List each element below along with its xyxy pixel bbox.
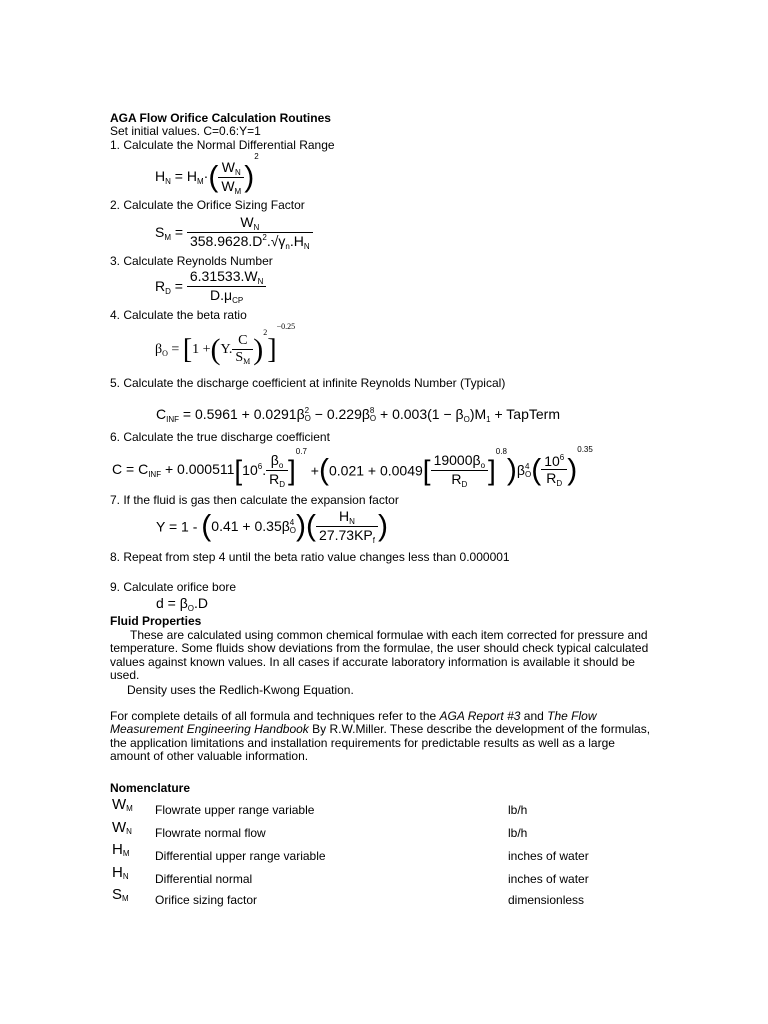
step-7: 7. If the fluid is gas then calculate the expansion factor	[110, 493, 399, 507]
nomenclature-symbol: $H_N$	[112, 864, 129, 881]
references-paragraph: For complete details of all formula and techniques refer to the AGA Report #3 and The Flow Measurement Engineering Handbook By R.W.Miller. These describe the development of the formulas, the application limitations and installation requirements for predictable results as well as a large amount of other valuable information.	[110, 709, 651, 764]
equation-beta-ratio: $\beta_O = [1 +(Y$. $\frac{C}{S_M}$ )$^2$]$^{-0.25}$	[155, 322, 296, 367]
equation-expansion-factor: Y = 1 - (0.41 + 0.35β 4 O )( $\frac{H_N}{27.73KP_f}$ )	[156, 508, 388, 545]
nomenclature-symbol: $H_M$	[112, 841, 130, 858]
nomenclature-description: Flowrate upper range variable	[155, 803, 315, 817]
nomenclature-description: Flowrate normal flow	[155, 826, 266, 840]
initial-values: Set initial values. C=0.6:Y=1	[110, 124, 261, 138]
fluid-properties-paragraph: These are calculated using common chemical formulae with each item corrected for pressure and temperature. Some fluids show deviations from the formulae, the user should check typical calculated values against known values. In all cases if accurate laboratory information is available it should be used.	[110, 628, 649, 683]
equation-true-discharge: $C = C_{INF} + 0.000511[10^6$. $\frac{\beta_o}{R_D}$ ]$^{0.7}$ +(0.021 + 0.0049[ $\frac{19000\beta_o}{R_D}$ ]$^{0.8}$)β 4 O ( $\frac{10^6}{R_D}$ )$^{0.35}$	[112, 445, 593, 489]
nomenclature-unit: lb/h	[508, 826, 528, 840]
document-title: AGA Flow Orifice Calculation Routines	[110, 111, 331, 125]
step-8: 8. Repeat from step 4 until the beta ratio value changes less than 0.000001	[110, 550, 510, 564]
equation-sizing-factor: $S_M$ = $\frac{W_N}{358.9628.D^2.√\gamma_n.H_N}$	[155, 214, 313, 251]
step-2: 2. Calculate the Orifice Sizing Factor	[110, 198, 305, 212]
nomenclature-unit: dimensionless	[508, 893, 585, 907]
step-4: 4. Calculate the beta ratio	[110, 308, 247, 322]
nomenclature-unit: inches of water	[508, 872, 589, 886]
nomenclature-unit: lb/h	[508, 803, 528, 817]
nomenclature-unit: inches of water	[508, 849, 589, 863]
step-3: 3. Calculate Reynolds Number	[110, 254, 273, 268]
nomenclature-symbol: $S_M$	[112, 886, 129, 903]
step-5: 5. Calculate the discharge coefficient at infinite Reynolds Number (Typical)	[110, 376, 506, 390]
fluid-properties-heading: Fluid Properties	[110, 614, 202, 628]
equation-orifice-bore: $d = \beta_O.D$	[156, 595, 209, 613]
nomenclature-symbol: $W_M$	[112, 796, 133, 813]
nomenclature-heading: Nomenclature	[110, 781, 191, 795]
step-1: 1. Calculate the Normal Differential Range	[110, 138, 335, 152]
nomenclature-description: Orifice sizing factor	[155, 893, 258, 907]
step-6: 6. Calculate the true discharge coefficient	[110, 430, 330, 444]
equation-discharge-infinite: $C_{INF} = 0.5961 + 0.0291\beta$ 2 O − 0.229β 8 O + $0.003(1 - \beta_O)M_1$ + TapTerm	[156, 406, 560, 424]
aga-report-ref: AGA Report #3	[439, 709, 521, 723]
equation-reynolds: $R_D$ = $\frac{6.31533.W_N}{D.\mu_{CP}}$	[155, 268, 266, 305]
nomenclature-description: Differential upper range variable	[155, 849, 326, 863]
nomenclature-description: Differential normal	[155, 872, 253, 886]
step-9: 9. Calculate orifice bore	[110, 580, 237, 594]
handbook-ref: The Flow Measurement Engineering Handbook	[110, 709, 597, 737]
equation-normal-differential: $H_N = H_M\cdot$( $\frac{W_N}{W_M}$ )$^2$	[155, 152, 259, 196]
density-note: Density uses the Redlich-Kwong Equation.	[127, 683, 354, 697]
nomenclature-symbol: $W_N$	[112, 819, 132, 836]
